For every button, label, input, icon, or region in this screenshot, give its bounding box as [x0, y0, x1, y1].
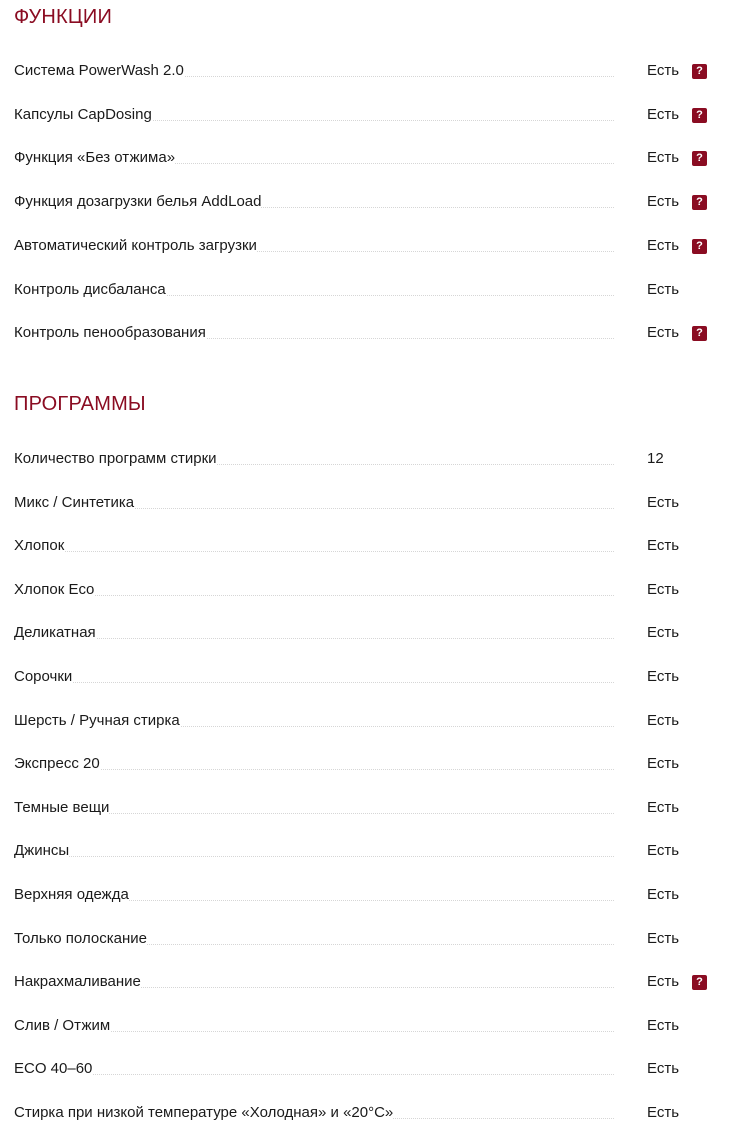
- spec-row: [14, 796, 714, 820]
- help-icon[interactable]: ?: [692, 195, 707, 210]
- spec-value: 12: [647, 450, 664, 467]
- spec-row: [14, 839, 714, 863]
- spec-value: Есть: [647, 149, 680, 167]
- help-icon[interactable]: ?: [692, 975, 707, 990]
- help-icon[interactable]: ?: [692, 64, 707, 79]
- spec-value: Есть: [647, 580, 680, 598]
- spec-label: Только полоскание: [14, 927, 147, 951]
- spec-label: Капсулы CapDosing: [14, 103, 152, 127]
- spec-row: [14, 883, 714, 907]
- spec-value: Есть: [647, 842, 680, 860]
- functions-section-title: ФУНКЦИИ: [14, 6, 113, 28]
- help-icon[interactable]: ?: [692, 108, 707, 123]
- spec-label: Автоматический контроль загрузки: [14, 234, 257, 258]
- spec-label: ECO 40–60: [14, 1057, 92, 1081]
- spec-row: [14, 103, 714, 127]
- spec-row: [14, 447, 714, 471]
- spec-row: [14, 1014, 714, 1038]
- dotted-leader: [14, 856, 614, 857]
- dotted-leader: [14, 551, 614, 552]
- spec-value: Есть: [647, 493, 680, 511]
- spec-value: Есть: [647, 929, 680, 947]
- spec-row: [14, 709, 714, 733]
- spec-row: [14, 752, 714, 776]
- dotted-leader: [14, 1074, 614, 1075]
- spec-value: Есть: [647, 973, 680, 991]
- dotted-leader: [14, 595, 614, 596]
- spec-label: Количество программ стирки: [14, 447, 217, 471]
- spec-value: Есть: [647, 886, 680, 903]
- spec-label: Деликатная: [14, 621, 96, 645]
- spec-value: Есть: [647, 1016, 680, 1034]
- spec-value: Есть: [647, 105, 680, 123]
- spec-row: [14, 665, 714, 689]
- help-icon[interactable]: ?: [692, 151, 707, 166]
- programs-section-title: ПРОГРАММЫ: [14, 393, 146, 415]
- spec-value: Есть: [647, 798, 680, 816]
- spec-label: Функция дозагрузки белья AddLoad: [14, 190, 261, 214]
- spec-row: [14, 234, 714, 258]
- spec-row: [14, 578, 714, 602]
- help-icon[interactable]: ?: [692, 326, 707, 341]
- spec-row: [14, 1057, 714, 1081]
- spec-row: [14, 1101, 714, 1125]
- dotted-leader: [14, 769, 614, 770]
- spec-label: Функция «Без отжима»: [14, 146, 175, 170]
- spec-row: [14, 146, 714, 170]
- spec-value: Есть: [647, 1060, 680, 1078]
- spec-label: Контроль пенообразования: [14, 321, 206, 345]
- spec-label: Микс / Синтетика: [14, 491, 134, 515]
- spec-label: Верхняя одежда: [14, 883, 129, 907]
- spec-value: Есть: [647, 755, 680, 773]
- spec-label: Темные вещи: [14, 796, 109, 820]
- spec-row: [14, 59, 714, 83]
- spec-label: Экспресс 20: [14, 752, 100, 776]
- spec-label: Система PowerWash 2.0: [14, 59, 184, 83]
- spec-label: Накрахмаливание: [14, 970, 141, 994]
- spec-value: Есть: [647, 624, 680, 642]
- spec-row: [14, 534, 714, 558]
- spec-value: Есть: [647, 1104, 680, 1121]
- spec-label: Хлопок: [14, 534, 64, 558]
- spec-row: [14, 621, 714, 645]
- spec-label: Сорочки: [14, 665, 72, 689]
- spec-row: [14, 190, 714, 214]
- spec-value: Есть: [647, 668, 680, 685]
- spec-row: [14, 278, 714, 302]
- spec-row: [14, 927, 714, 951]
- spec-value: Есть: [647, 62, 680, 79]
- spec-value: Есть: [647, 537, 680, 555]
- spec-label: Слив / Отжим: [14, 1014, 110, 1038]
- dotted-leader: [14, 682, 614, 683]
- spec-label: Шерсть / Ручная стирка: [14, 709, 180, 733]
- spec-label: Джинсы: [14, 839, 69, 863]
- spec-value: Есть: [647, 236, 680, 254]
- spec-value: Есть: [647, 324, 680, 342]
- spec-row: [14, 970, 714, 994]
- spec-label: Стирка при низкой температуре «Холодная» и «20°С»: [14, 1101, 393, 1125]
- spec-label: Хлопок Eco: [14, 578, 94, 602]
- dotted-leader: [14, 638, 614, 639]
- spec-value: Есть: [647, 711, 680, 729]
- spec-label: Контроль дисбаланса: [14, 278, 166, 302]
- spec-row: [14, 491, 714, 515]
- spec-row: [14, 321, 714, 345]
- help-icon[interactable]: ?: [692, 239, 707, 254]
- spec-value: Есть: [647, 280, 680, 298]
- spec-value: Есть: [647, 193, 680, 211]
